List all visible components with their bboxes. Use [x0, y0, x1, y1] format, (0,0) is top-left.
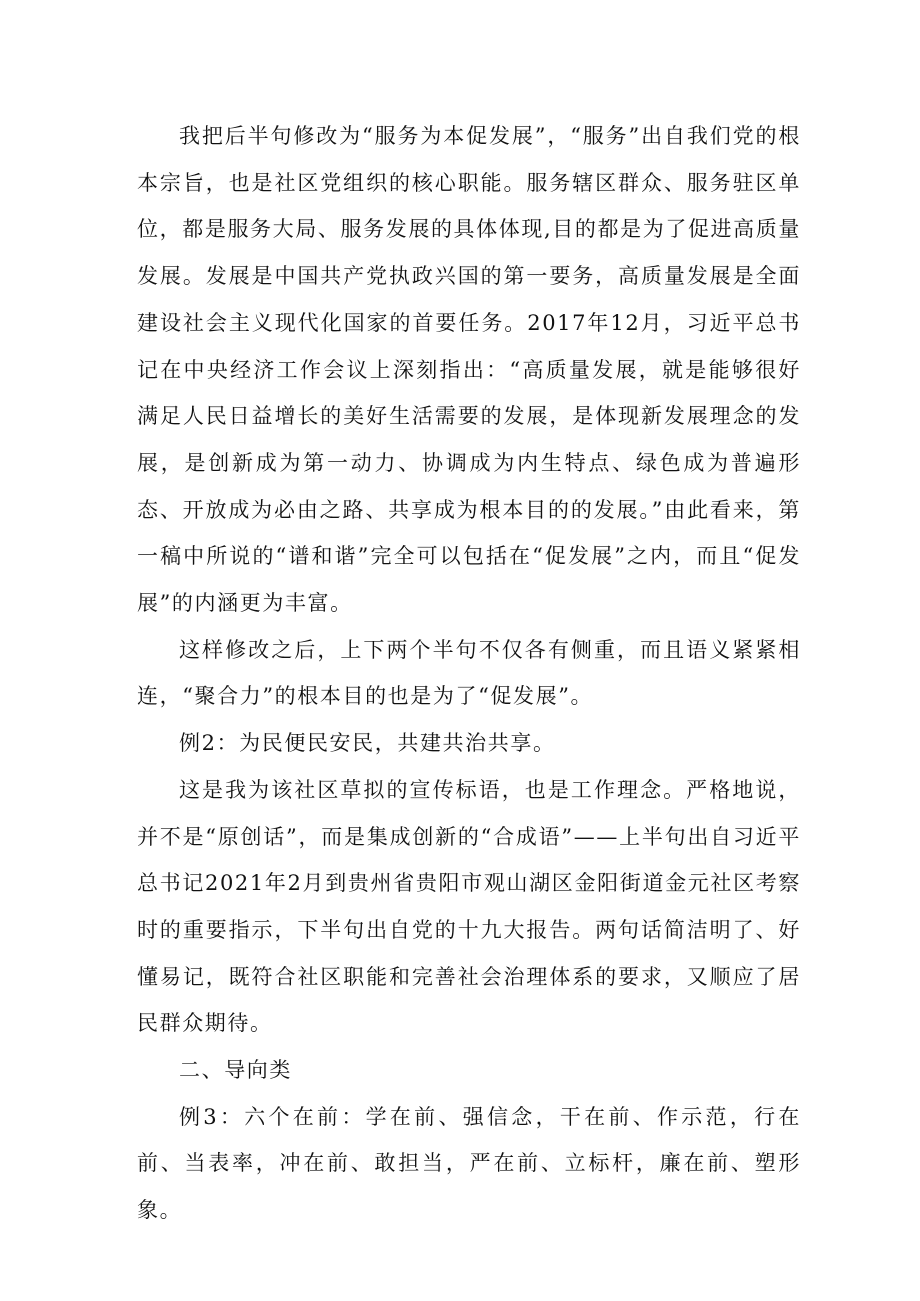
paragraph-revision-effect: 这样修改之后，上下两个半句不仅各有侧重，而且语义紧紧相连，“聚合力”的根本目的也是为了“促发展”。 — [137, 637, 801, 709]
section-heading-guidance: 二、导向类 — [179, 1058, 292, 1083]
paragraph-service-development: 我把后半句修改为“服务为本促发展”，“服务”出自我们党的根本宗旨，也是社区党组织的核心职能。服务辖区群众、服务驻区单位，都是服务大局、服务发展的具体体现,目的都是为了促进高质量发展。发展是中国共产党执政兴国的第一要务，高质量发展是全面建设社会主义现代化国家的首要任务。2017年12月，习近平总书记在中央经济工作会议上深刻指出：“高质量发展，就是能够很好满足人民日益增长的美好生活需要的发展，是体现新发展理念的发展，是创新成为第一动力、协调成为内生特点、绿色成为普遍形态、开放成为必由之路、共享成为根本目的的发展。”由此看来，第一稿中所说的“谱和谐”完全可以包括在“促发展”之内，而且“促发展”的内涵更为丰富。 — [137, 124, 801, 616]
document-body — [137, 113, 801, 1234]
paragraph-slogan-explanation: 这是我为该社区草拟的宣传标语，也是工作理念。严格地说，并不是“原创话”，而是集成创新的“合成语”——上半句出自习近平总书记2021年2月到贵州省贵阳市观山湖区金阳街道金元社区考察时的重要指示，下半句出自党的十九大报告。两句话简洁明了、好懂易记，既符合社区职能和完善社会治理体系的要求，又顺应了居民群众期待。 — [137, 777, 801, 1036]
paragraph-example-2: 例2：为民便民安民，共建共治共享。 — [179, 731, 556, 756]
paragraph-example-3: 例3：六个在前：学在前、强信念，干在前、作示范，行在前、当表率，冲在前、敢担当，严在前、立标杆，廉在前、塑形象。 — [137, 1104, 801, 1223]
